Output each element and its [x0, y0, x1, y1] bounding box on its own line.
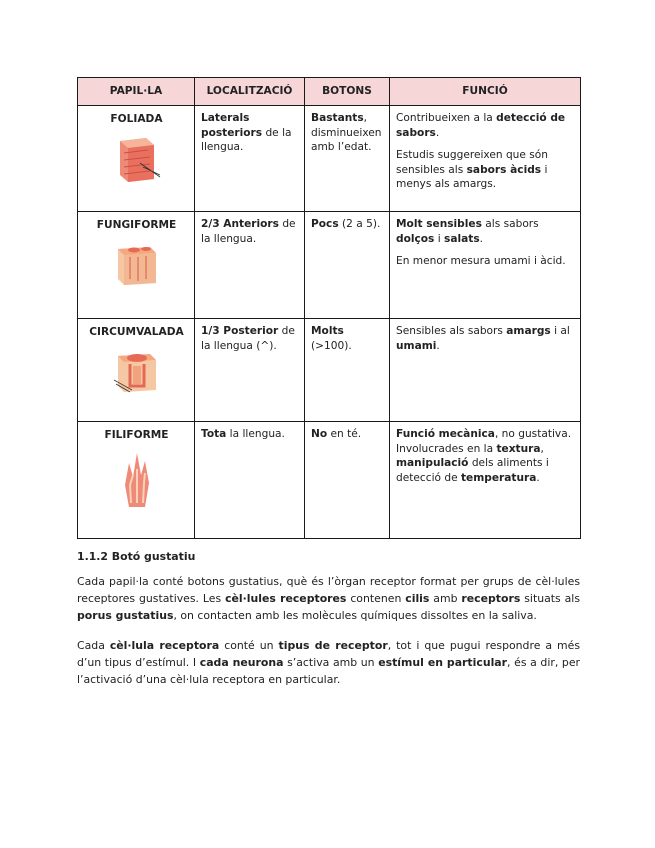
bold-text: porus gustatius	[77, 609, 174, 622]
papil-table	[77, 77, 581, 539]
text-run: als sabors	[481, 218, 539, 230]
text-run: contenen	[346, 592, 406, 605]
text-run: (2 a 5).	[338, 218, 381, 230]
bold-text: 2/3 Anteriors	[201, 218, 279, 230]
text-run: , no gustativa. Involucrades en la	[396, 428, 572, 455]
bold-text: 1/3 Posterior	[201, 325, 279, 337]
text-run: , on contacten amb les molècules químiques dissoltes en la saliva.	[173, 609, 537, 622]
text-run: i al	[550, 325, 570, 337]
text-run: .	[536, 471, 540, 484]
bold-text: Funció mecànica	[396, 428, 495, 440]
text-run: de la llengua.	[201, 218, 296, 245]
bold-text: Molt sensibles	[396, 218, 482, 230]
text-run: Estudis suggereixen que són sensibles als	[396, 149, 549, 176]
bold-text: Molts	[311, 325, 344, 337]
funcio-paragraph	[396, 324, 575, 353]
bold-text: Pocs	[311, 218, 339, 230]
foliada-illustration	[110, 133, 164, 185]
header-papil: PAPIL·LA	[78, 78, 195, 106]
bold-text: cèl·lula receptora	[109, 639, 220, 652]
papil-name: FOLIADA	[110, 113, 163, 125]
funcio-cell	[390, 106, 581, 212]
funcio-paragraph	[396, 111, 575, 140]
bold-text: dolços	[396, 232, 435, 245]
table-header-row	[78, 78, 581, 106]
table-row	[78, 319, 581, 422]
bold-text: Bastants	[311, 112, 364, 124]
text-run: en té.	[327, 428, 362, 440]
text-run: conté un	[219, 639, 279, 652]
bold-text: cada neurona	[199, 656, 284, 669]
bold-text: umami	[396, 339, 437, 352]
bold-text: sabors àcids	[466, 163, 542, 176]
paragraph-2	[77, 637, 580, 688]
botons-cell	[305, 422, 390, 539]
botons-cell	[305, 212, 390, 319]
section-heading: 1.1.2 Botó gustatiu	[77, 550, 196, 563]
funcio-cell	[390, 212, 581, 319]
papil-name: CIRCUMVALADA	[89, 326, 184, 338]
text-run: la llengua.	[226, 428, 285, 440]
localitzacio-cell	[195, 319, 305, 422]
text-run: de la llengua (^).	[201, 325, 295, 352]
funcio-cell	[390, 319, 581, 422]
bold-text: temperatura	[460, 471, 537, 484]
text-run: ,	[540, 442, 544, 455]
funcio-paragraph	[396, 254, 575, 269]
table-row	[78, 106, 581, 212]
funcio-cell	[390, 422, 581, 539]
text-run: .	[435, 126, 440, 139]
text-run: amb	[429, 592, 462, 605]
bold-text: amargs	[506, 325, 551, 337]
bold-text: tipus de receptor	[278, 639, 388, 652]
localitzacio-cell	[195, 422, 305, 539]
text-run: i menys als amargs.	[396, 163, 548, 191]
text-run: , és a dir, per l’activació d’una cèl·lula receptora en particular.	[77, 656, 581, 686]
bold-text: Laterals posteriors	[201, 112, 263, 139]
localitzacio-cell	[195, 212, 305, 319]
text-run: .	[479, 232, 484, 245]
header-botons: BOTONS	[305, 78, 390, 106]
papil-name: FILIFORME	[104, 429, 169, 441]
circumvalada-illustration	[110, 346, 164, 398]
text-run: i	[434, 232, 445, 245]
text-run: , tot i que pugui respondre a més d’un tipus d’estímul. I	[77, 639, 580, 669]
text-run: de la llengua.	[201, 126, 292, 154]
bold-text: receptors	[461, 592, 521, 605]
text-run: .	[436, 339, 440, 352]
bold-text: No	[311, 428, 328, 440]
text-run: s’activa amb un	[283, 656, 379, 669]
bold-text: Tota	[201, 428, 227, 440]
fungiforme-illustration	[110, 239, 164, 289]
bold-text: textura	[496, 442, 541, 455]
bold-text: cilis	[405, 592, 430, 605]
table-row	[78, 422, 581, 539]
text-run: , disminueixen amb l’edat.	[311, 112, 382, 154]
funcio-paragraph	[396, 148, 575, 192]
botons-cell	[305, 106, 390, 212]
filiforme-illustration	[117, 449, 157, 509]
text-run: Contribueixen a la	[396, 112, 497, 124]
text-run: Cada	[77, 639, 110, 652]
text-run: (>100).	[311, 339, 352, 352]
text-run: En menor mesura umami i àcid.	[396, 255, 566, 268]
header-localitzacio: LOCALITZACIÓ	[195, 78, 305, 106]
paragraph-1	[77, 573, 580, 624]
table-row	[78, 212, 581, 319]
text-run: situats als	[520, 592, 581, 605]
bold-text: salats	[444, 232, 480, 245]
papil-name: FUNGIFORME	[96, 219, 177, 231]
localitzacio-cell	[195, 106, 305, 212]
bold-text: detecció de sabors	[396, 112, 566, 139]
funcio-paragraph	[396, 217, 575, 246]
botons-cell	[305, 319, 390, 422]
bold-text: estímul en particular	[378, 656, 508, 669]
bold-text: cèl·lules receptores	[225, 592, 347, 605]
header-funcio: FUNCIÓ	[390, 78, 581, 106]
bold-text: manipulació	[396, 457, 469, 470]
text-run: Cada papil·la conté botons gustatius, què és l’òrgan receptor format per grups de cèl·lules receptores gustatives. Les	[77, 575, 580, 605]
text-run: Sensibles als sabors	[396, 325, 507, 337]
text-run: dels aliments i detecció de	[396, 457, 549, 484]
funcio-paragraph	[396, 427, 575, 485]
